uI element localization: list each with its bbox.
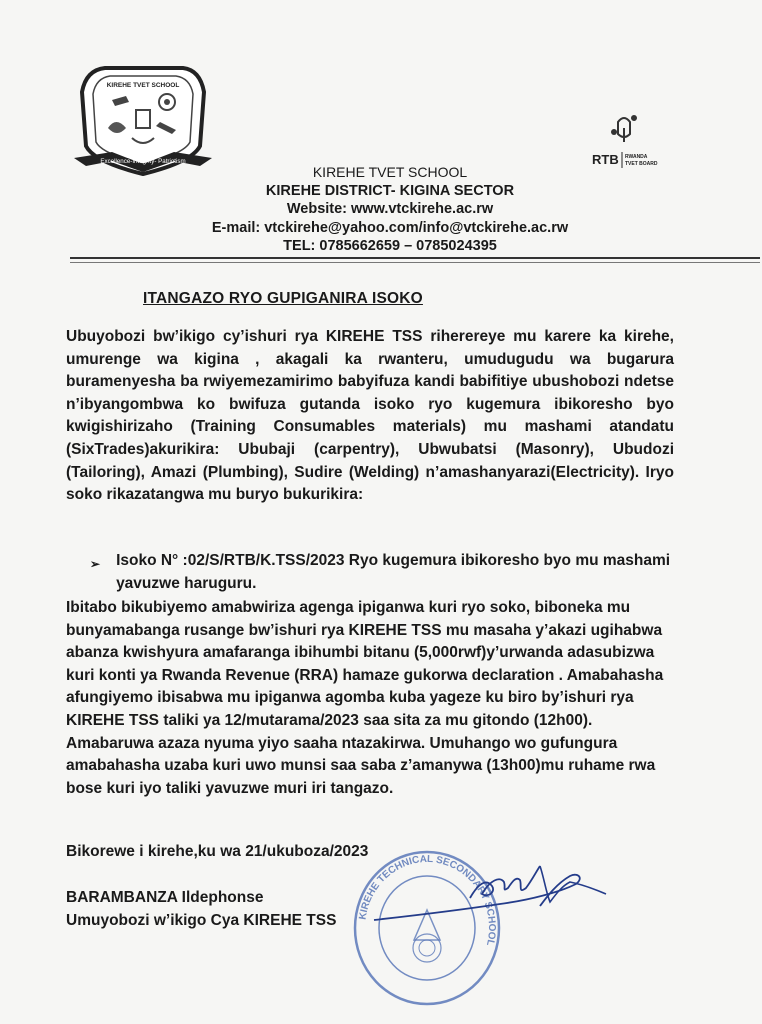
- header-divider: [70, 257, 760, 259]
- rtb-logo: [590, 102, 672, 172]
- stamp-ring-text: KIREHE TECHNICAL SECONDARY SCHOOL: [357, 853, 498, 947]
- school-name: KIREHE TVET SCHOOL: [312, 164, 468, 180]
- arrow-bullet-icon: ➢: [90, 557, 101, 571]
- header-divider-thin: [70, 262, 760, 263]
- logo-ribbon-text: Excellence-Integrity- Patriotism: [100, 158, 186, 165]
- handwritten-signature: [370, 858, 610, 928]
- rtb-board-line2: TVET BOARD: [625, 161, 658, 167]
- signatory-title: Umuyobozi w’ikigo Cya KIREHE TSS: [66, 912, 337, 929]
- letterhead: [150, 163, 630, 256]
- logo-top-text: KIREHE TVET SCHOOL: [106, 82, 180, 89]
- tel-line: TEL: 0785662659 – 0785024395: [283, 238, 497, 254]
- notice-paragraph-2: Ibitabo bikubiyemo amabwiriza agenga ipiganwa kuri ryo soko, biboneka mu bunyamabanga rusange bw’ishuri rya KIREHE TSS mu masaha y’akazi ugihabwa abanza kwishyura amafaranga ibihumbi bitanu (5,000rwf)y’urwanda adasubizwa kuri konti ya Rwanda Revenue (RRA) hamaze gukorwa declaration . Amabahasha afungiyemo ibisabwa mu ipiganwa agomba kuba yageze ku biro by’ishuri rya KIREHE TSS taliki ya 12/mutarama/2023 saa sita za mu gitondo (12h00). Amabaruwa azaza nyuma yiyo saaha ntazakirwa. Umuhango wo gufungura amabahasha uzaba kuri uwo munsi saa saba z’amanywa (13h00)mu ruhame rwa bose kuri iyo taliki yavuzwe muri iri tangazo.: [66, 599, 664, 797]
- website-line: Website: www.vtckirehe.ac.rw: [286, 201, 494, 217]
- school-logo: [72, 58, 214, 180]
- tender-item-text: Isoko N° :02/S/RTB/K.TSS/2023 Ryo kugemura ibikoresho byo mu mashami yavuzwe haruguru.: [116, 552, 671, 592]
- notice-title: ITANGAZO RYO GUPIGANIRA ISOKO: [143, 290, 423, 307]
- tender-list-item: [90, 550, 680, 595]
- email-line: E-mail: vtckirehe@yahoo.com/info@vtckirehe.ac.rw: [211, 219, 569, 236]
- rtb-abbr: RTB: [592, 152, 619, 167]
- rtb-board-line1: RWANDA: [625, 154, 648, 160]
- district-line: KIREHE DISTRICT- KIGINA SECTOR: [265, 182, 515, 199]
- signatory-name: BARAMBANZA Ildephonse: [66, 889, 264, 906]
- notice-paragraph-1: Ubuyobozi bw’ikigo cy’ishuri rya KIREHE TSS riherereye mu karere ka kirehe, umurenge wa kigina , akagali ka rwanteru, umudugudu wa bugarura buramenyesha ba rwiyemezamirimo babyifuza kandi babifitiye ubushobozi ndetse n’ibyangombwa ko bwifuza gutanda isoko ryo kugemura ibikoresho byo kwigishirizaho (Training Consumables materials) mu mashami atandatu (SixTrades)akurikira: Ububaji (carpentry), Ubwubatsi (Masonry), Ubudozi (Tailoring), Amazi (Plumbing), Sudire (Welding) n’amashanyarazi(Electricity). Iryo soko rikazatangwa mu buryo bukurikira:: [66, 328, 674, 504]
- date-line: Bikorewe i kirehe,ku wa 21/ukuboza/2023: [66, 843, 369, 860]
